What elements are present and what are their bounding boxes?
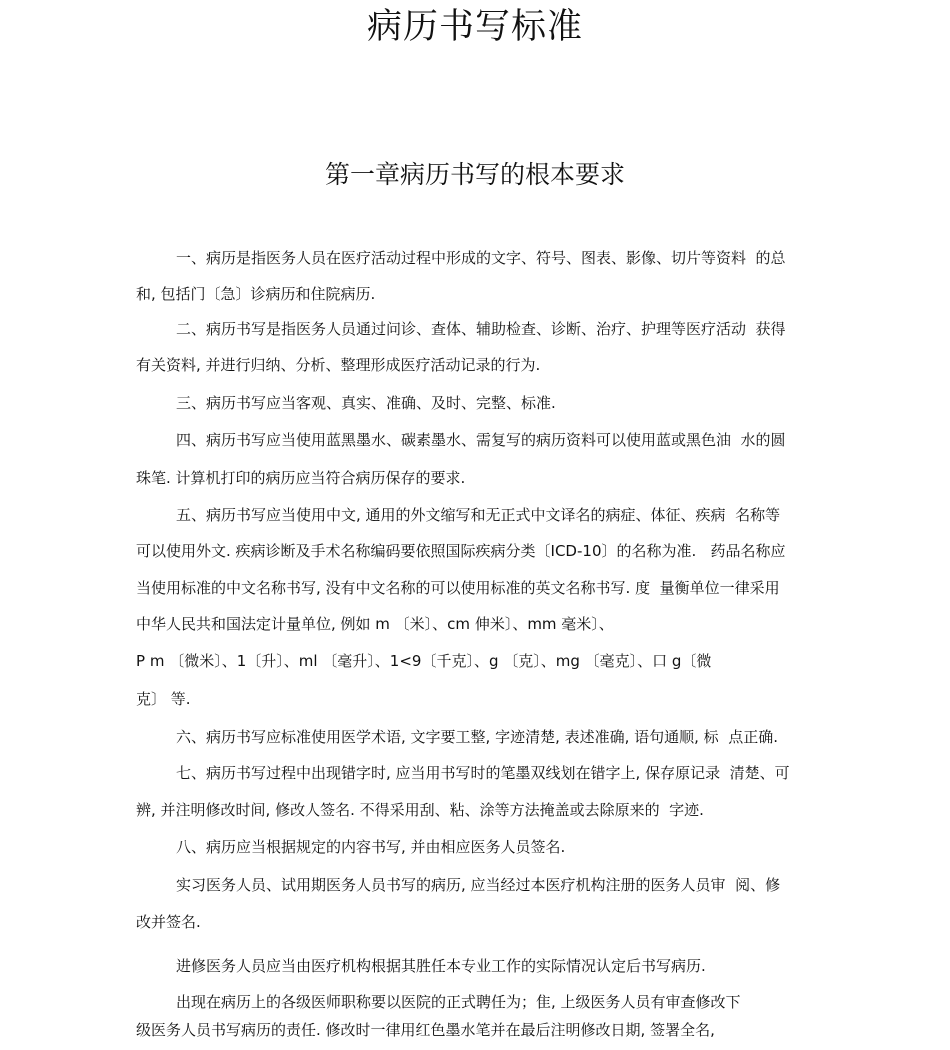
paragraph-line: 有关资料, 并进行归纳、分析、整理形成医疗活动记录的行为. — [136, 356, 541, 374]
paragraph-line: 实习医务人员、试用期医务人员书写的病历, 应当经过本医疗机构注册的医务人员审 阅、修 — [176, 876, 781, 894]
paragraph-line: 六、病历书写应标准使用医学术语, 文字要工整, 字迹清楚, 表述准确, 语句通顺, 标 点正确. — [176, 728, 778, 746]
document-title: 病历书写标准 — [366, 7, 583, 47]
paragraph-line: 三、病历书写应当客观、真实、准确、及时、完整、标准. — [176, 394, 556, 412]
paragraph-line: 一、病历是指医务人员在医疗活动过程中形成的文字、符号、图表、影像、切片等资料 的总 — [176, 249, 786, 267]
paragraph-line: 和, 包括门〔急〕诊病历和住院病历. — [136, 285, 376, 303]
paragraph-line: 可以使用外文. 疾病诊断及手术名称编码要依照国际疾病分类〔ICD-10〕的名称为准. 药品名称应 — [136, 542, 786, 560]
paragraph-line: 珠笔. 计算机打印的病历应当符合病历保存的要求. — [136, 469, 466, 487]
paragraph-line: 五、病历书写应当使用中文, 通用的外文缩写和无正式中文译名的病症、体征、疾病 名称等 — [176, 506, 781, 524]
paragraph-line: 四、病历书写应当使用蓝黑墨水、碳素墨水、需复写的病历资料可以使用蓝或黑色油 水的圆 — [176, 431, 786, 449]
paragraph-line: 二、病历书写是指医务人员通过问诊、查体、辅助检查、诊断、治疗、护理等医疗活动 获得 — [176, 320, 786, 338]
paragraph-line: 级医务人员书写病历的责任. 修改时一律用红色墨水笔并在最后注明修改日期, 签署全名, — [136, 1021, 715, 1039]
paragraph-line: 中华人民共和国法定计量单位, 例如 m 〔米〕、cm 伸米〕、mm 毫米〕、 — [136, 615, 614, 633]
paragraph-line: 克〕 等. — [136, 690, 191, 708]
paragraph-line: 八、病历应当根据规定的内容书写, 并由相应医务人员签名. — [176, 838, 566, 856]
paragraph-line: 辨, 并注明修改时间, 修改人签名. 不得采用刮、粘、涂等方法掩盖或去除原来的 字迹. — [136, 801, 704, 819]
paragraph-line: 七、病历书写过程中出现错字时, 应当用书写时的笔墨双线划在错字上, 保存原记录 清楚、可 — [176, 764, 790, 782]
paragraph-line: 改并签名. — [136, 913, 201, 931]
paragraph-line: 进修医务人员应当由医疗机构根据其胜任本专业工作的实际情况认定后书写病历. — [176, 957, 706, 975]
paragraph-line: P m 〔微米〕、1〔升〕、ml 〔毫升〕、1<9〔千克〕、g 〔克〕、mg 〔毫克〕、口 g〔微 — [136, 652, 712, 670]
chapter-heading: 第一章病历书写的根本要求 — [324, 160, 625, 189]
paragraph-line: 出现在病历上的各级医师职称要以医院的正式聘任为；隹, 上级医务人员有审查修改下 — [176, 993, 741, 1011]
paragraph-line: 当使用标准的中文名称书写, 没有中文名称的可以使用标准的英文名称书写. 度 量衡单位一律采用 — [136, 579, 780, 597]
